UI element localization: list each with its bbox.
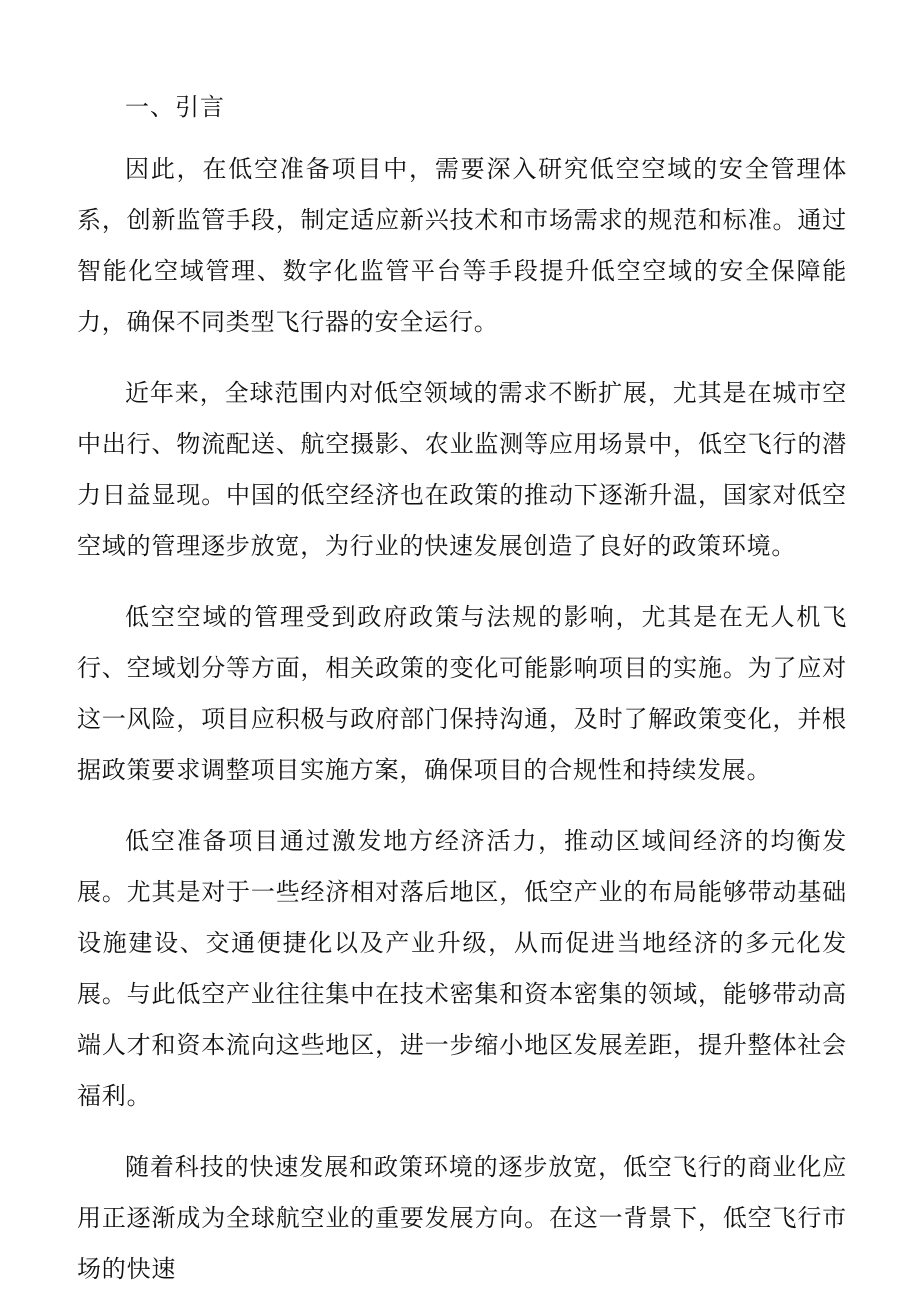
paragraph-2: 近年来，全球范围内对低空领域的需求不断扩展，尤其是在城市空中出行、物流配送、航空摄影、农业监测等应用场景中，低空飞行的潜力日益显现。中国的低空经济也在政策的推动下逐渐升温，国家对低空空域的管理逐步放宽，为行业的快速发展创造了良好的政策环境。 — [77, 379, 847, 560]
paragraph-1: 因此，在低空准备项目中，需要深入研究低空空域的安全管理体系，创新监管手段，制定适应新兴技术和市场需求的规范和标准。通过智能化空域管理、数字化监管平台等手段提升低空空域的安全保障能力，确保不同类型飞行器的安全运行。 — [77, 155, 847, 336]
paragraph-5: 随着科技的快速发展和政策环境的逐步放宽，低空飞行的商业化应用正逐渐成为全球航空业的重要发展方向。在这一背景下，低空飞行市场的快速 — [77, 1153, 847, 1283]
paragraph-3: 低空空域的管理受到政府政策与法规的影响，尤其是在无人机飞行、空域划分等方面，相关政策的变化可能影响项目的实施。为了应对这一风险，项目应积极与政府部门保持沟通，及时了解政策变化，并根据政策要求调整项目实施方案，确保项目的合规性和持续发展。 — [77, 603, 847, 784]
section-heading: 一、引言 — [125, 93, 225, 121]
document-body — [77, 84, 847, 1295]
paragraph-4: 低空准备项目通过激发地方经济活力，推动区域间经济的均衡发展。尤其是对于一些经济相对落后地区，低空产业的布局能够带动基础设施建设、交通便捷化以及产业升级，从而促进当地经济的多元化发展。与此低空产业往往集中在技术密集和资本密集的领域，能够带动高端人才和资本流向这些地区，进一步缩小地区发展差距，提升整体社会福利。 — [77, 827, 847, 1110]
